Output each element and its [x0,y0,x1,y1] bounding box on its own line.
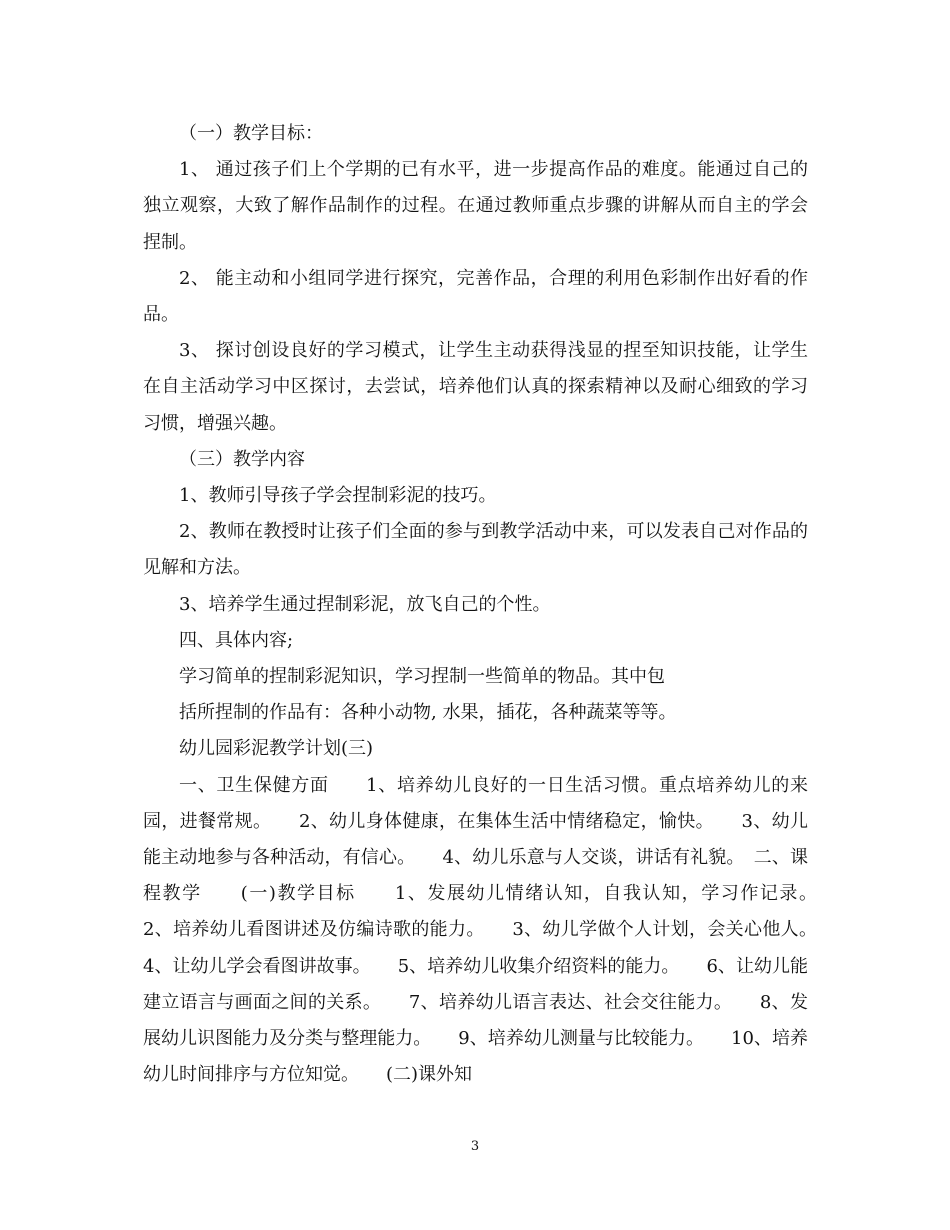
paragraph-content-1: 1、教师引导孩子学会捏制彩泥的技巧。 [179,485,497,507]
paragraph-specific-1: 学习简单的捏制彩泥知识，学习捏制一些简单的物品。其中包 [179,666,665,688]
paragraph-plan-body: 一、卫生保健方面 1、培养幼儿良好的一日生活习惯。重点培养幼儿的来园，进餐常规。 2、幼儿身体健康，在集体生活中情绪稳定，愉快。 3、幼儿能主动地参与各种活动，有信心。 4、幼儿乐意与人交谈，讲话有礼貌。 二、课程教学 (一)教学目标 1、发展幼儿情绪认知，自我认知，学习作记录。 2、培养幼儿看图讲述及仿编诗歌的能力。 3、幼儿学做个人计划，会关心他人。 4、让幼儿学会看图讲故事。 5、培养幼儿收集介绍资料的能力。 6、让幼儿能建立语言与画面之间的关系。 7、培养幼儿语言表达、社会交往能力。 8、发展幼儿识图能力及分类与整理能力。 9、培养幼儿测量与比较能力。 10、培养幼儿时间排序与方位知觉。 (二)课外知 [143,774,844,1086]
heading-teaching-goals: （一）教学目标： [179,123,323,144]
paragraph-goal-3: 3、 探讨创设良好的学习模式，让学生主动获得浅显的捏至知识技能，让学生在自主活动学习中区探讨，去尝试，培养他们认真的探索精神以及耐心细致的学习习惯，增强兴趣。 [143,340,808,434]
paragraph-content-2: 2、教师在教授时让孩子们全面的参与到教学活动中来，可以发表自己对作品的见解和方法。 [143,521,808,579]
heading-plan-three: 幼儿园彩泥教学计划(三) [179,738,374,760]
paragraph-specific-2: 括所捏制的作品有：各种小动物, 水果，插花，各种蔬菜等等。 [179,702,677,724]
page-number: 3 [470,1139,480,1154]
heading-specific-content: 四、具体内容; [179,629,294,651]
paragraph-content-3: 3、培养学生通过捏制彩泥，放飞自己的个性。 [179,593,551,615]
page-body [143,116,844,1093]
paragraph-goal-1: 1、 通过孩子们上个学期的已有水平，进一步提高作品的难度。能通过自己的独立观察，大致了解作品制作的过程。在通过教师重点步骤的讲解从而自主的学会捏制。 [143,159,808,253]
paragraph-goal-2: 2、 能主动和小组同学进行探究，完善作品，合理的利用色彩制作出好看的作品。 [143,267,808,326]
heading-teaching-content: （三）教学内容 [179,448,305,470]
